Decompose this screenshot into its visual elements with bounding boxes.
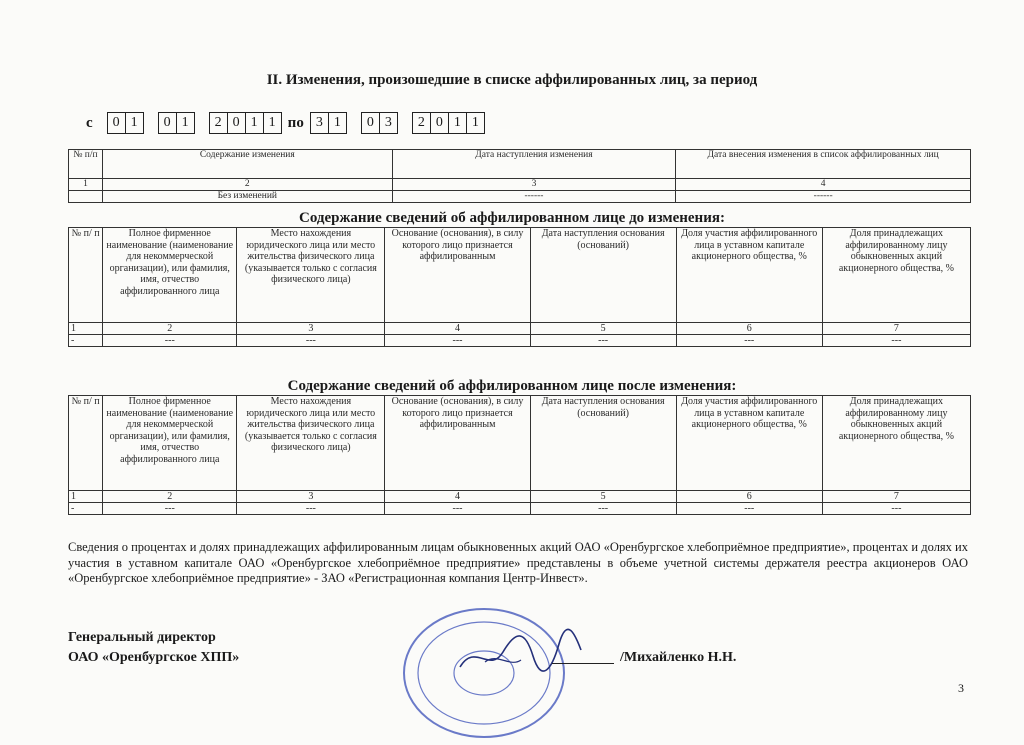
- to-day: [310, 112, 347, 134]
- affiliate-before-table: [68, 227, 971, 347]
- column-number: 1: [69, 491, 103, 503]
- table-header-row: [69, 150, 971, 179]
- before-change-title: Содержание сведений об аффилированном лице до изменения:: [299, 210, 725, 226]
- from-year: [209, 112, 282, 134]
- changes-table: [68, 149, 971, 203]
- table-cell: -: [69, 503, 103, 515]
- digit-box: 2: [412, 112, 431, 134]
- digit-box: 1: [176, 112, 195, 134]
- digit-box: 0: [227, 112, 246, 134]
- column-header: № п/п: [69, 150, 103, 179]
- period-to-label: по: [287, 114, 304, 131]
- table-cell: ---: [385, 335, 530, 347]
- column-header: Полное фирменное наименование (наименование для некоммерческой организации), или фамилия, имя, отчество аффилированного лица: [103, 228, 237, 323]
- column-number: 4: [385, 491, 530, 503]
- table-cell: -: [69, 335, 103, 347]
- column-number-row: [69, 323, 971, 335]
- table-cell: ---: [530, 335, 676, 347]
- column-number: 3: [237, 491, 385, 503]
- column-header: Доля участия аффилированного лица в уставном капитале акционерного общества, %: [676, 396, 822, 491]
- column-header: Место нахождения юридического лица или место жительства физического лица (указывается только с согласия физического лица): [237, 228, 385, 323]
- affiliate-after-table: [68, 395, 971, 515]
- table-row: [69, 503, 971, 515]
- signatory-block: [68, 628, 239, 668]
- from-month: [158, 112, 195, 134]
- from-day: [107, 112, 144, 134]
- column-number: 6: [676, 491, 822, 503]
- table-cell: ---: [103, 335, 237, 347]
- digit-box: 0: [158, 112, 177, 134]
- column-header: Доля принадлежащих аффилированному лицу обыкновенных акций акционерного общества, %: [822, 396, 970, 491]
- column-number-row: [69, 179, 971, 191]
- column-header: Дата наступления изменения: [392, 150, 676, 179]
- column-header: Место нахождения юридического лица или место жительства физического лица (указывается только с согласия физического лица): [237, 396, 385, 491]
- digit-box: 1: [263, 112, 282, 134]
- digit-box: 1: [125, 112, 144, 134]
- column-number: 7: [822, 491, 970, 503]
- column-header: Дата наступления основания (оснований): [530, 228, 676, 323]
- handwritten-signature: [455, 622, 585, 682]
- reporting-period: [86, 112, 499, 134]
- column-header: № п/ п: [69, 228, 103, 323]
- table-cell: ---: [385, 503, 530, 515]
- signatory-name: /Михайленко Н.Н.: [620, 650, 737, 665]
- column-number: 2: [103, 323, 237, 335]
- digit-box: 3: [379, 112, 398, 134]
- digit-box: 1: [466, 112, 485, 134]
- table-header-row: [69, 396, 971, 491]
- table-cell: ---: [237, 503, 385, 515]
- to-year: [412, 112, 485, 134]
- column-number: 2: [103, 491, 237, 503]
- disclosure-paragraph: Сведения о процентах и долях принадлежащих аффилированным лицам обыкновенных акций ОАО «Оренбургское хлебоприёмное предприятие», процентах и долях их участия в уставном капитале ОАО «Оренбургское хлебоприёмное предприятие» представлены в объеме учетной системы держателя реестра акционеров ОАО «Оренбургское хлебоприёмное предприятие» - ЗАО «Регистрационная компания Центр-Инвест».: [68, 540, 968, 585]
- column-number: 5: [530, 323, 676, 335]
- column-number: 3: [392, 179, 676, 191]
- section-title: II. Изменения, произошедшие в списке аффилированных лиц, за период: [266, 72, 758, 88]
- column-number: 1: [69, 179, 103, 191]
- digit-box: 1: [448, 112, 467, 134]
- column-header: Дата внесения изменения в список аффилированных лиц: [676, 150, 971, 179]
- column-number: 6: [676, 323, 822, 335]
- column-header: Содержание изменения: [102, 150, 392, 179]
- column-number: 7: [822, 323, 970, 335]
- table-cell: ---: [237, 335, 385, 347]
- period-from-label: с: [86, 114, 93, 131]
- column-header: Доля участия аффилированного лица в уставном капитале акционерного общества, %: [676, 228, 822, 323]
- column-number: 2: [102, 179, 392, 191]
- table-header-row: [69, 228, 971, 323]
- signature-line: [552, 663, 614, 664]
- column-number: 5: [530, 491, 676, 503]
- column-number: 4: [676, 179, 971, 191]
- page-number: 3: [958, 681, 964, 695]
- after-change-title: Содержание сведений об аффилированном лице после изменения:: [287, 378, 737, 394]
- digit-box: 0: [430, 112, 449, 134]
- column-number: 3: [237, 323, 385, 335]
- column-number: 1: [69, 323, 103, 335]
- column-header: Основание (основания), в силу которого лицо признается аффилированным: [385, 228, 530, 323]
- table-cell: ------: [392, 191, 676, 203]
- digit-box: 3: [310, 112, 329, 134]
- table-cell: ------: [676, 191, 971, 203]
- column-header: Доля принадлежащих аффилированному лицу обыкновенных акций акционерного общества, %: [822, 228, 970, 323]
- column-header: Полное фирменное наименование (наименование для некоммерческой организации), или фамилия, имя, отчество аффилированного лица: [103, 396, 237, 491]
- table-cell: ---: [103, 503, 237, 515]
- table-cell: [69, 191, 103, 203]
- table-row: [69, 191, 971, 203]
- digit-box: 0: [107, 112, 126, 134]
- table-cell: ---: [530, 503, 676, 515]
- column-number-row: [69, 491, 971, 503]
- digit-box: 2: [209, 112, 228, 134]
- table-cell: ---: [676, 335, 822, 347]
- column-header: Основание (основания), в силу которого лицо признается аффилированным: [385, 396, 530, 491]
- digit-box: 0: [361, 112, 380, 134]
- table-cell: ---: [676, 503, 822, 515]
- digit-box: 1: [328, 112, 347, 134]
- signatory-position: Генеральный директор: [68, 630, 216, 645]
- table-cell: Без изменений: [102, 191, 392, 203]
- column-number: 4: [385, 323, 530, 335]
- table-cell: ---: [822, 335, 970, 347]
- signatory-company: ОАО «Оренбургское ХПП»: [68, 650, 240, 665]
- table-cell: ---: [822, 503, 970, 515]
- column-header: Дата наступления основания (оснований): [530, 396, 676, 491]
- to-month: [361, 112, 398, 134]
- table-row: [69, 335, 971, 347]
- digit-box: 1: [245, 112, 264, 134]
- column-header: № п/ п: [69, 396, 103, 491]
